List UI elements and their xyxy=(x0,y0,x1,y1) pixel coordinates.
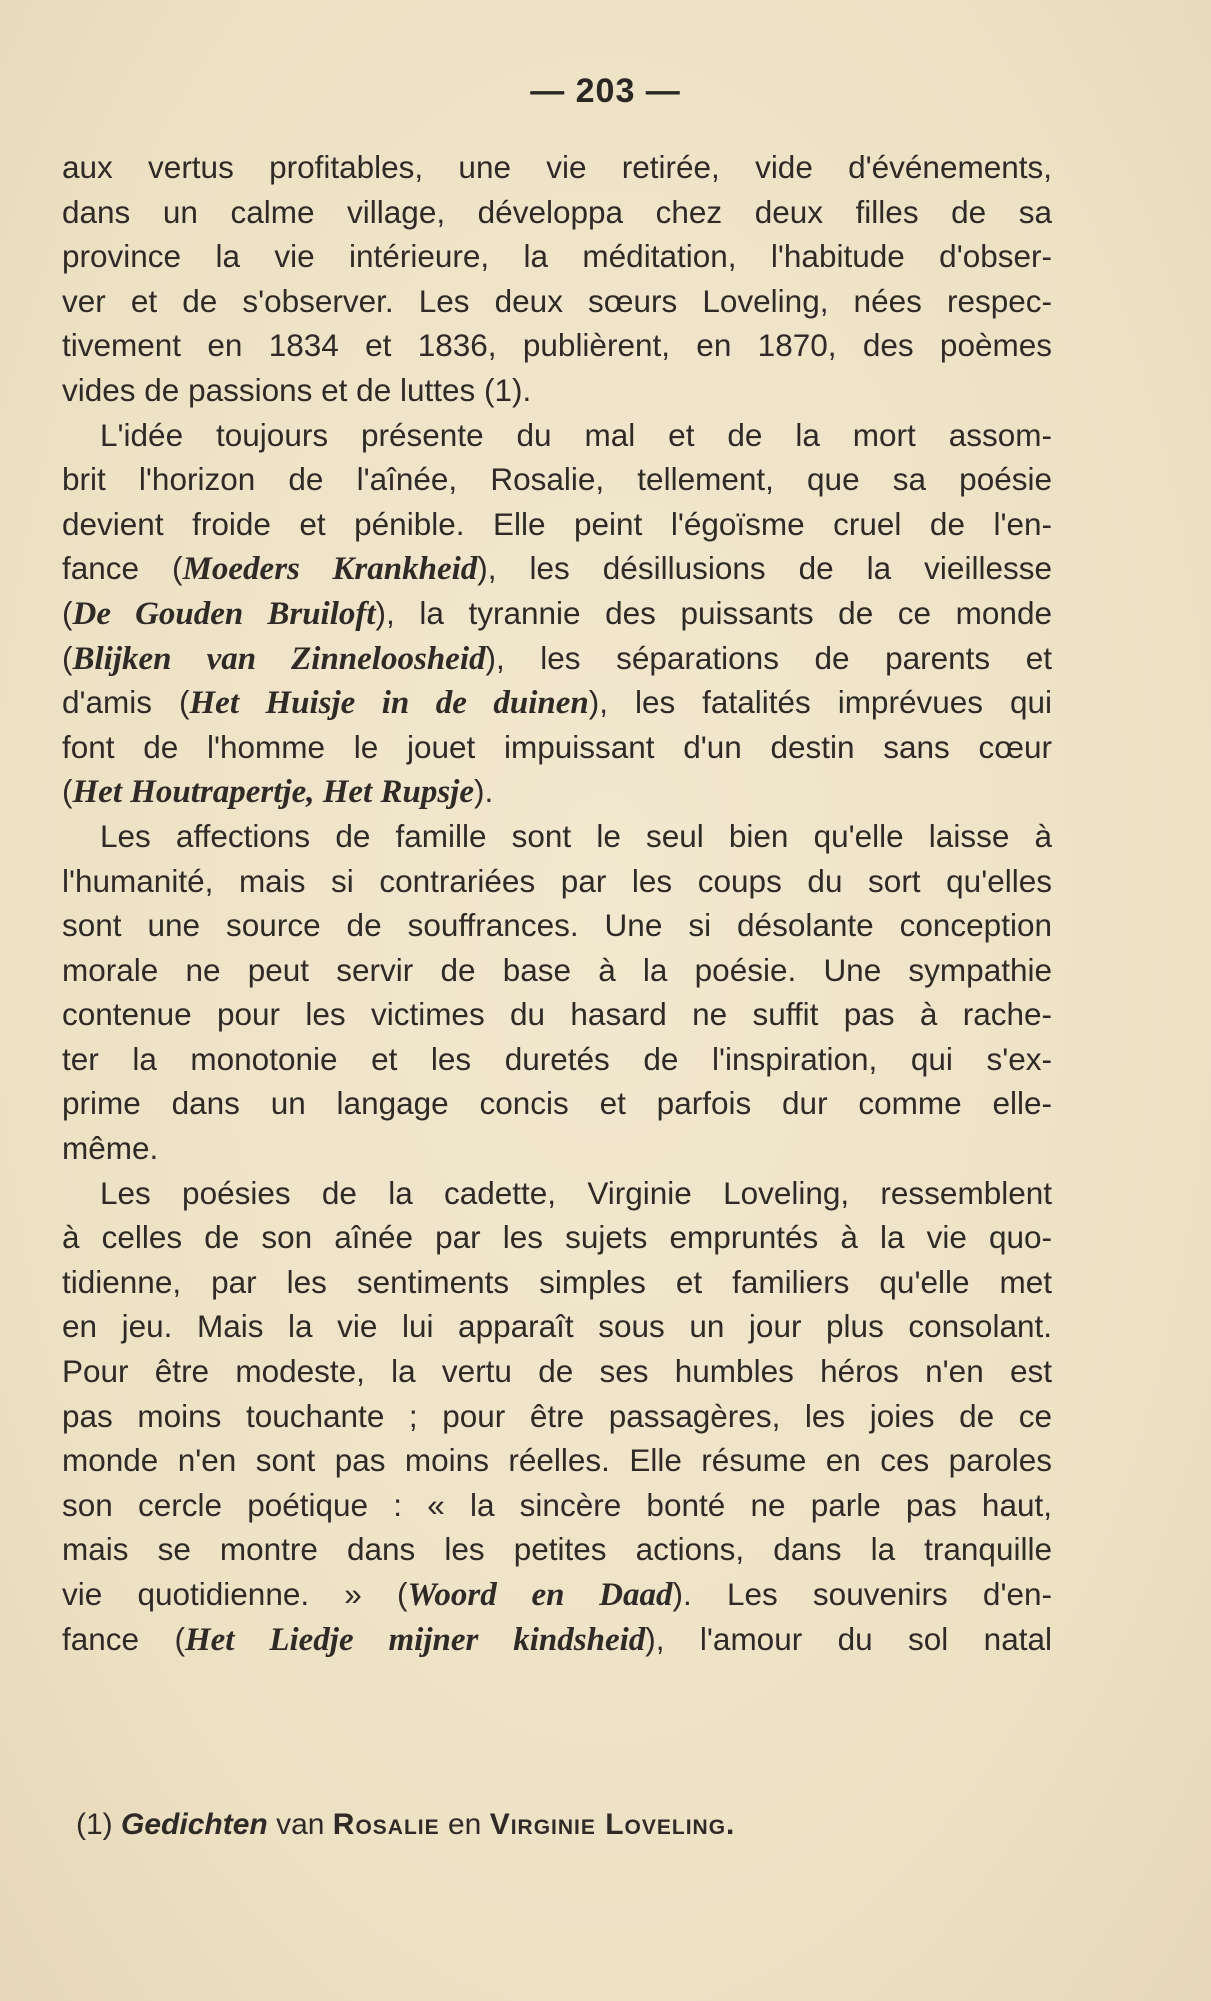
footnote-marker: (1) xyxy=(76,1808,113,1841)
text-line: prime dans un langage concis et parfois dur comme elle- xyxy=(62,1085,1052,1122)
footnote-title: Gedichten xyxy=(121,1808,268,1841)
text-line: (Het Houtrapertje, Het Rupsje). xyxy=(62,773,494,811)
work-title: Het Houtrapertje, Het Rupsje xyxy=(72,774,474,811)
text-line: aux vertus profitables, une vie retirée, vide d'événements, xyxy=(62,149,1052,185)
text-line: dans un calme village, développa chez deux filles de sa xyxy=(62,193,1052,230)
text-line: sont une source de souffrances. Une si désolante conception xyxy=(62,907,1052,944)
text-line: tidienne, par les sentiments simples et familiers qu'elle met xyxy=(62,1263,1052,1300)
text-line: son cercle poétique : « la sincère bonté ne parle pas haut, xyxy=(62,1486,1052,1523)
text-line: contenue pour les victimes du hasard ne suffit pas à rache- xyxy=(62,996,1052,1033)
text-line: même. xyxy=(62,1130,159,1167)
text-line: brit l'horizon de l'aînée, Rosalie, tellement, que sa poésie xyxy=(62,461,1052,498)
text-line: pas moins touchante ; pour être passagères, les joies de ce xyxy=(62,1397,1052,1434)
text-line: en jeu. Mais la vie lui apparaît sous un jour plus consolant. xyxy=(62,1308,1052,1345)
text-line: devient froide et pénible. Elle peint l'égoïsme cruel de l'en- xyxy=(62,505,1052,542)
work-title: Woord en Daad xyxy=(407,1577,673,1613)
text-line: vie quotidienne. » (Woord en Daad). Les souvenirs d'en- xyxy=(62,1576,1052,1613)
work-title: Moeders Krankheid xyxy=(182,551,478,588)
text-line: monde n'en sont pas moins réelles. Elle résume en ces paroles xyxy=(62,1442,1052,1479)
text-line: fance (Moeders Krankheid), les désillusions de la vieillesse xyxy=(62,550,1052,588)
work-title: Blijken van Zinneloosheid xyxy=(72,640,486,677)
text-line: Les affections de famille sont le seul bien qu'elle laisse à xyxy=(100,817,1052,854)
footnote-author: Virginie Loveling. xyxy=(489,1808,736,1841)
text-line: font de l'homme le jouet impuissant d'un destin sans cœur xyxy=(62,728,1052,765)
work-title: De Gouden Bruiloft xyxy=(72,595,376,632)
text-line: tivement en 1834 et 1836, publièrent, en 1870, des poèmes xyxy=(62,327,1052,364)
text-line: à celles de son aînée par les sujets empruntés à la vie quo- xyxy=(62,1219,1052,1256)
text-line: morale ne peut servir de base à la poésie. Une sympathie xyxy=(62,951,1052,988)
text-line: fance (Het Liedje mijner kindsheid), l'amour du sol natal xyxy=(62,1620,1052,1658)
text-line: Pour être modeste, la vertu de ses humbles héros n'en est xyxy=(62,1353,1052,1390)
text-line: Les poésies de la cadette, Virginie Loveling, ressemblent xyxy=(100,1174,1052,1211)
body-text xyxy=(62,145,1052,1661)
text-line: (De Gouden Bruiloft), la tyrannie des puissants de ce monde xyxy=(62,594,1052,632)
work-title: Het Liedje mijner kindsheid xyxy=(184,1621,646,1658)
text-line: ter la monotonie et les duretés de l'inspiration, qui s'ex- xyxy=(62,1040,1052,1077)
footnote-author: Rosalie xyxy=(332,1808,440,1841)
text-line: mais se montre dans les petites actions, dans la tranquille xyxy=(62,1531,1052,1568)
text-line: ver et de s'observer. Les deux sœurs Loveling, nées respec- xyxy=(62,282,1052,319)
footnote: (1) Gedichten van Rosalie en Virginie Loveling. xyxy=(76,1808,736,1841)
work-title: Het Huisje in de duinen xyxy=(189,685,589,722)
text-line: vides de passions et de luttes (1). xyxy=(62,371,532,408)
text-line: l'humanité, mais si contrariées par les coups du sort qu'elles xyxy=(62,862,1052,899)
page-number-header: — 203 — xyxy=(530,72,681,110)
text-line: L'idée toujours présente du mal et de la mort assom- xyxy=(100,416,1052,453)
text-line: province la vie intérieure, la méditation, l'habitude d'obser- xyxy=(62,238,1052,275)
text-line: d'amis (Het Huisje in de duinen), les fatalités imprévues qui xyxy=(62,684,1053,722)
text-line: (Blijken van Zinneloosheid), les séparations de parents et xyxy=(62,639,1052,677)
